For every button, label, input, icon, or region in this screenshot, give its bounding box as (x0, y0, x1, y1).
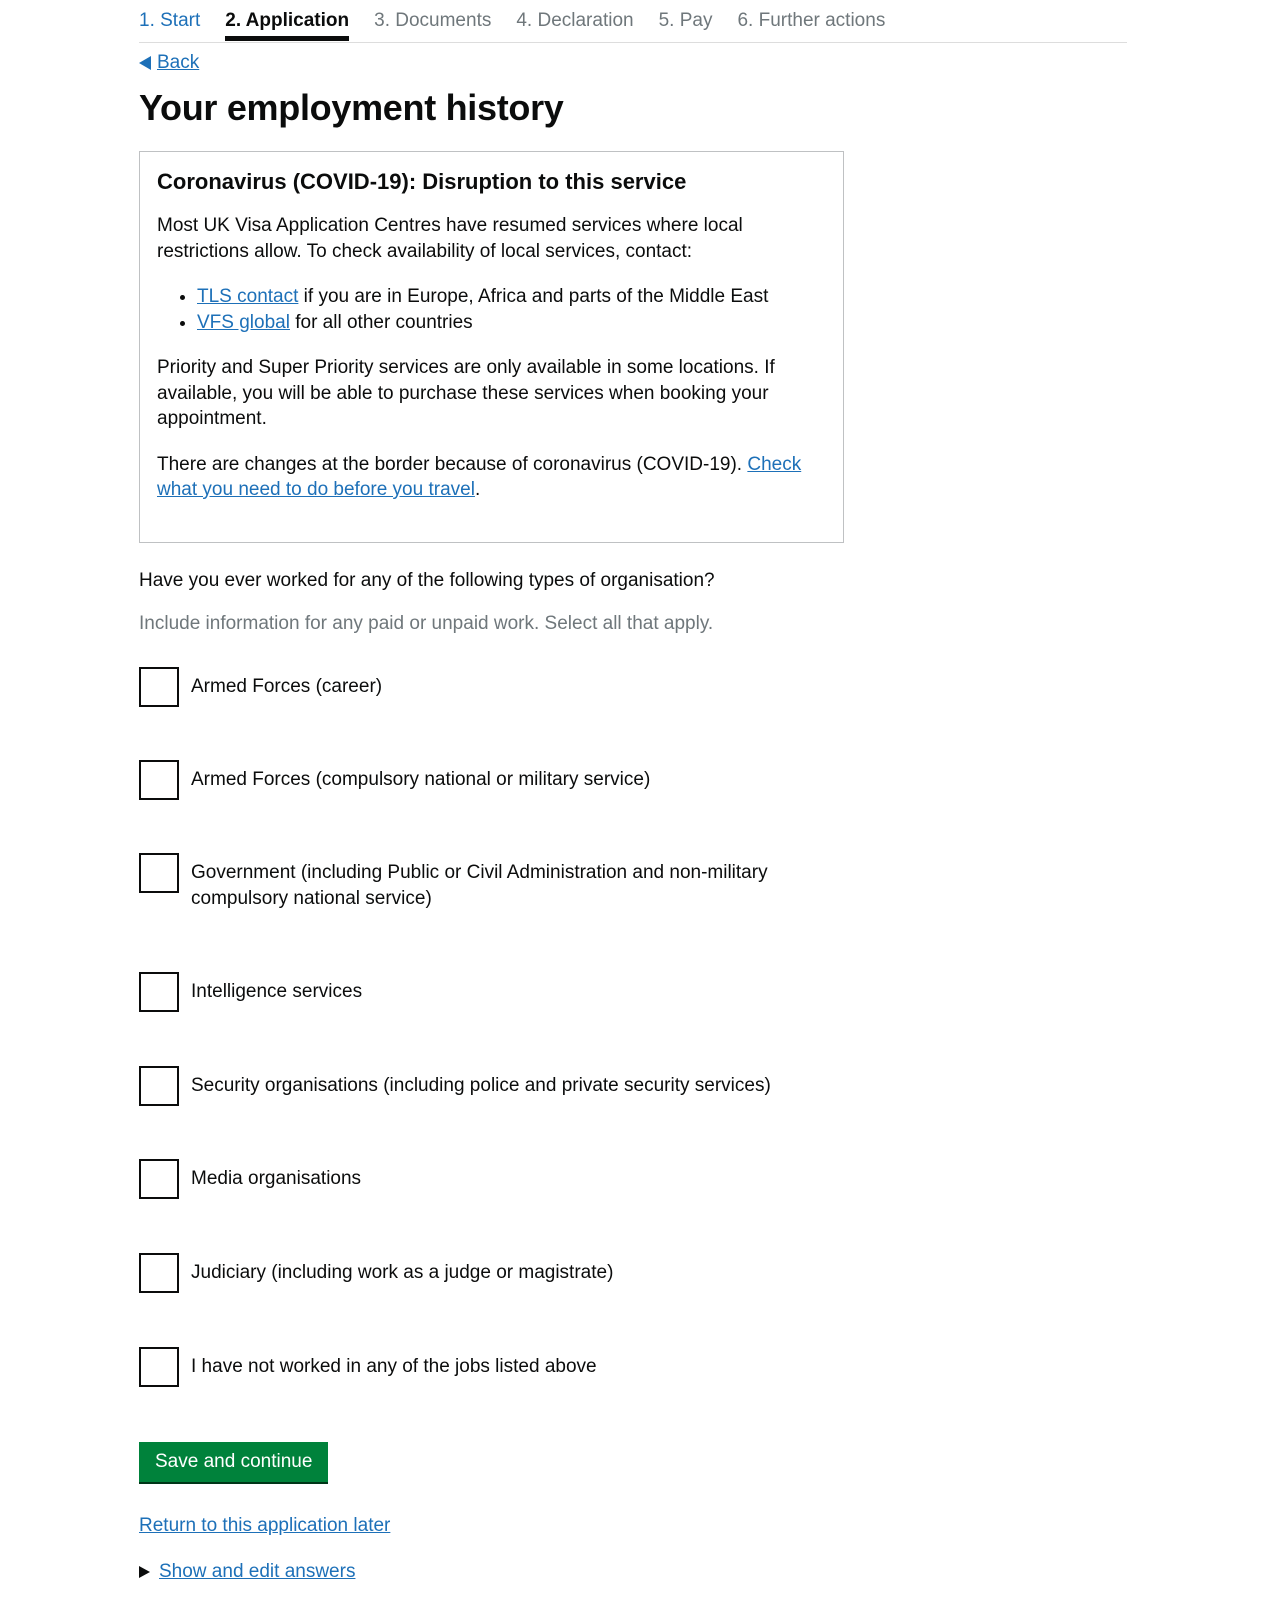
step-pay: 5. Pay (658, 10, 713, 31)
checkbox-box[interactable] (139, 760, 179, 800)
save-and-continue-button[interactable]: Save and continue (139, 1442, 328, 1482)
notice-heading: Coronavirus (COVID-19): Disruption to this service (157, 169, 687, 194)
checkbox-government[interactable] (139, 853, 819, 911)
covid-notice (139, 151, 844, 543)
question-label: Have you ever worked for any of the following types of organisation? (139, 570, 715, 591)
list-item-text: for all other countries (289, 311, 473, 333)
notice-paragraph-1: Most UK Visa Application Centres have resumed services where local restrictions allow. To check availability of local services, contact: (157, 215, 743, 262)
expand-triangle-icon (139, 1566, 150, 1578)
notice-paragraph-3-text: There are changes at the border because of coronavirus (COVID-19). (157, 453, 748, 475)
checkbox-box[interactable] (139, 1159, 179, 1199)
list-item (197, 284, 826, 310)
checkbox-label[interactable]: I have not worked in any of the jobs listed above (191, 1356, 597, 1377)
checkbox-box[interactable] (139, 972, 179, 1012)
checkbox-label[interactable]: Media organisations (191, 1168, 362, 1189)
checkbox-box[interactable] (139, 1347, 179, 1387)
checkbox-box[interactable] (139, 1253, 179, 1293)
checkbox-box[interactable] (139, 1066, 179, 1106)
notice-paragraph-3-end: . (474, 479, 481, 500)
step-navigation (139, 0, 1127, 43)
question-hint: Include information for any paid or unpaid work. Select all that apply. (139, 613, 714, 634)
checkbox-label[interactable]: Security organisations (including police and private security services) (191, 1075, 771, 1096)
list-item (197, 310, 826, 336)
checkbox-armed-forces-career[interactable] (139, 667, 819, 707)
list-item-text: if you are in Europe, Africa and parts of the Middle East (298, 286, 769, 307)
checkbox-label[interactable]: Intelligence services (191, 981, 363, 1002)
checkbox-box[interactable] (139, 853, 179, 893)
step-application: 2. Application (225, 0, 349, 41)
back-link-container (139, 51, 199, 75)
notice-paragraph-3 (157, 452, 826, 503)
page-title: Your employment history (139, 87, 564, 128)
step-declaration: 4. Declaration (516, 10, 634, 31)
checkbox-armed-forces-compulsory[interactable] (139, 760, 819, 800)
step-start[interactable]: 1. Start (139, 10, 201, 31)
checkbox-label[interactable]: Judiciary (including work as a judge or magistrate) (191, 1262, 614, 1283)
checkbox-box[interactable] (139, 667, 179, 707)
notice-paragraph-2: Priority and Super Priority services are only available in some locations. If available, you will be able to purchase these services when booking your appointment. (157, 357, 775, 429)
step-further-actions: 6. Further actions (737, 10, 886, 31)
check-travel-link[interactable]: Check what you need to do before you travel (157, 453, 802, 500)
back-arrow-icon (139, 56, 151, 70)
checkbox-media-organisations[interactable] (139, 1159, 819, 1199)
checkbox-judiciary[interactable] (139, 1253, 819, 1293)
tls-contact-link[interactable]: TLS contact (197, 286, 299, 307)
checkbox-none-of-above[interactable] (139, 1347, 819, 1387)
return-later-link[interactable]: Return to this application later (139, 1515, 391, 1536)
back-link[interactable]: Back (157, 52, 200, 73)
vfs-global-link[interactable]: VFS global (197, 311, 290, 333)
show-edit-answers-link[interactable]: Show and edit answers (159, 1561, 356, 1582)
notice-contact-list (157, 284, 826, 335)
checkbox-intelligence-services[interactable] (139, 972, 819, 1012)
checkbox-security-organisations[interactable] (139, 1066, 819, 1106)
checkbox-label[interactable]: Government (including Public or Civil Administration and non-military compulsory national service) (191, 862, 768, 909)
step-documents: 3. Documents (374, 10, 492, 31)
checkbox-label[interactable]: Armed Forces (compulsory national or military service) (191, 769, 651, 790)
checkbox-label[interactable]: Armed Forces (career) (191, 676, 383, 697)
show-edit-answers-toggle[interactable] (139, 1559, 355, 1584)
